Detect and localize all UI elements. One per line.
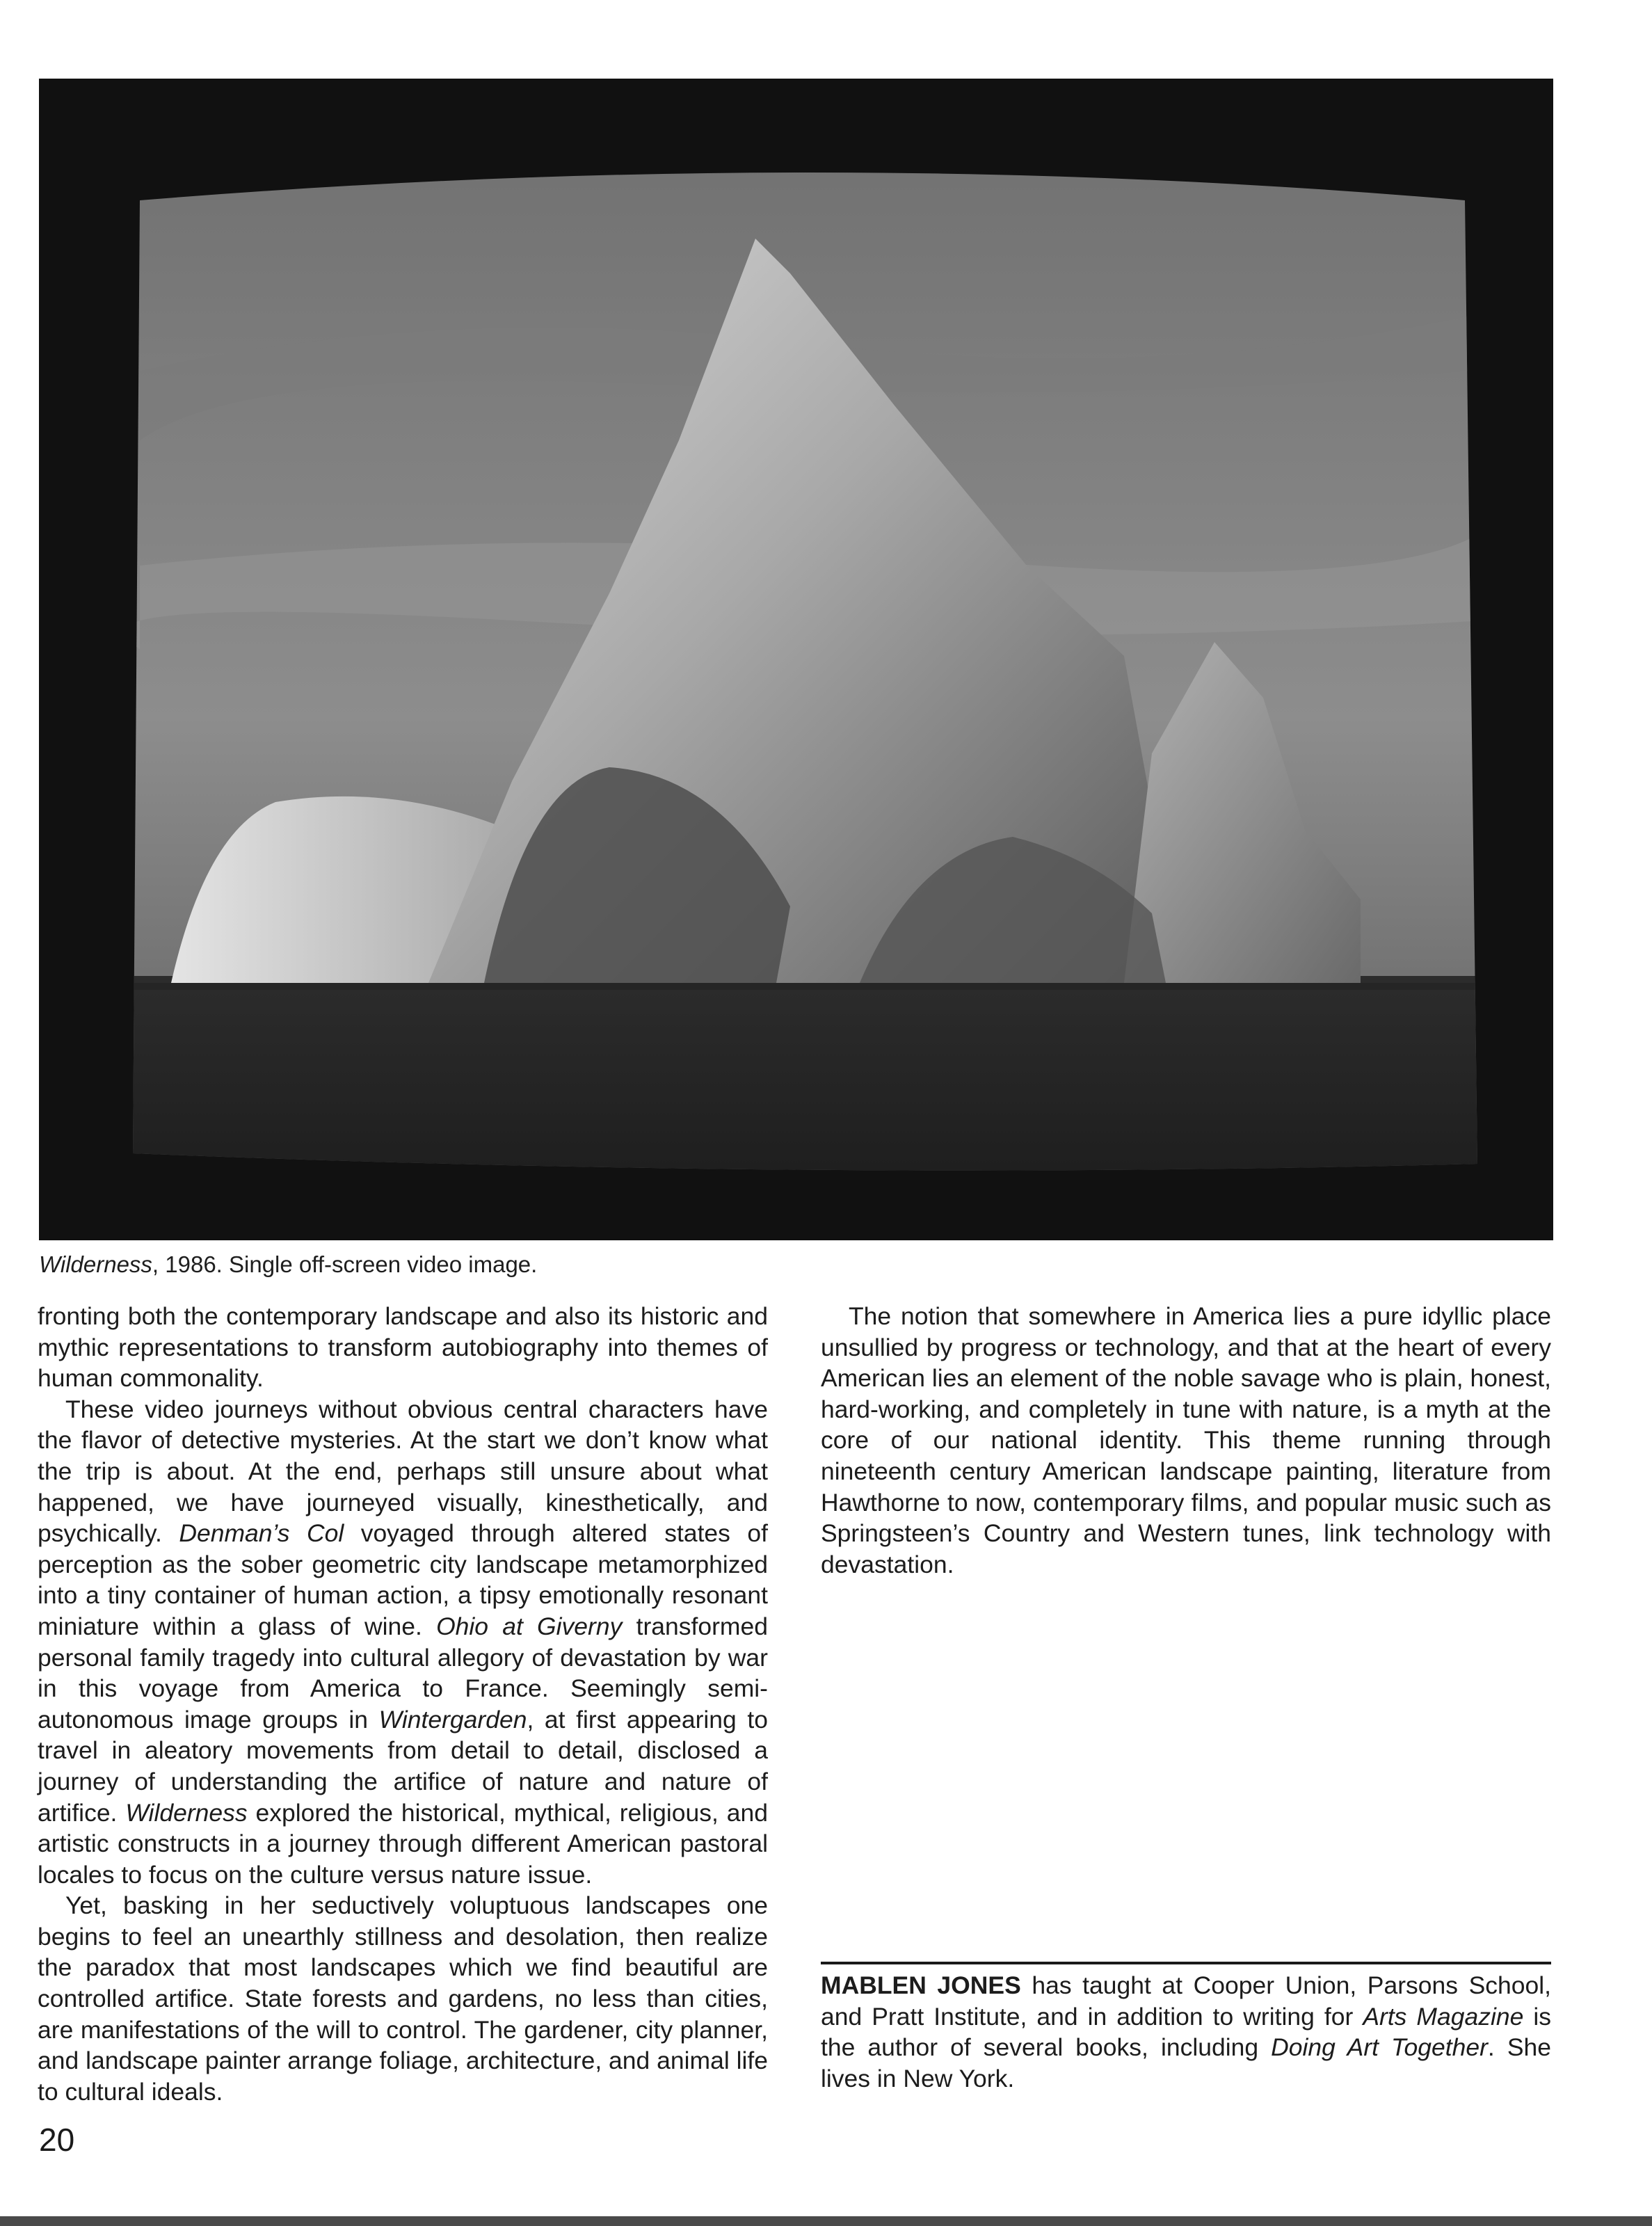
left-paragraph-3: Yet, basking in her seductively voluptuous landscapes one begins to feel an unearthly stillness and desolation, then realize the paradox that most landscapes which we find beautiful are controlled artifice. State forests and gardens, no less than cities, are manifestations of the will to control. The gardener, city planner, and landscape painter arrange foliage, architecture, and animal life to cultural ideals.	[38, 1891, 768, 2106]
book-title-doing-art-together: Doing Art Together	[1271, 2033, 1488, 2062]
left-p2-text-b: voyaged through altered states of perception as the sober geometric city landscape metamorphized into a tiny container of human action, a tipsy emotionally resonant miniature within a glass of wine.	[38, 1519, 768, 1640]
publication-arts-magazine: Arts Magazine	[1363, 2002, 1524, 2031]
left-p2-text-d: , at first appearing to travel in aleatory movements from detail to detail, disclosed a journey of understanding the artifice of nature and nature of artifice.	[38, 1705, 768, 1827]
bio-text-a: has taught at Cooper Union, Parsons School, and Pratt Institute, and in addition to writing for	[821, 1971, 1551, 2031]
author-name: MABLEN JONES	[821, 1971, 1021, 1999]
left-column	[38, 1301, 768, 2107]
left-paragraph-1: fronting both the contemporary landscape and also its historic and mythic representations to transform autobiography into themes of human commonality.	[38, 1302, 768, 1393]
right-column	[821, 1301, 1551, 1580]
author-bio	[821, 1970, 1551, 2094]
bio-divider	[821, 1962, 1551, 1964]
caption-title: Wilderness	[39, 1251, 152, 1277]
left-paragraph-2	[38, 1394, 768, 1891]
bio-text-c: . She lives in New York.	[821, 2033, 1551, 2092]
page-bottom-edge	[0, 2216, 1652, 2226]
work-title-denmans-col: Denman’s Col	[179, 1519, 344, 1548]
left-p2-text-a: These video journeys without obvious central characters have the flavor of detective mysteries. At the start we don’t know what the trip is about. At the end, perhaps still unsure about what happened, we have journeyed visually, kinesthetically, and psychically.	[38, 1395, 768, 1548]
work-title-ohio-at-giverny: Ohio at Giverny	[436, 1612, 623, 1640]
work-title-wilderness: Wilderness	[125, 1798, 248, 1827]
iceberg-video-still	[39, 79, 1553, 1240]
image-caption	[39, 1251, 537, 1279]
page-number: 20	[39, 2122, 75, 2158]
bio-text-b: is the author of several books, including	[821, 2002, 1552, 2062]
work-title-wintergarden: Wintergarden	[378, 1705, 527, 1733]
left-p2-text-e: explored the historical, mythical, religious, and artistic constructs in a journey through different American pastoral locales to focus on the culture versus nature issue.	[38, 1798, 768, 1889]
iceberg-photo	[39, 79, 1553, 1240]
left-p2-text-c: transformed personal family tragedy into cultural allegory of devastation by war in this voyage from America to France. Seemingly semi-autonomous image groups in	[38, 1612, 768, 1733]
caption-text: , 1986. Single off-screen video image.	[152, 1251, 538, 1277]
right-paragraph-1: The notion that somewhere in America lies a pure idyllic place unsullied by progress or technology, and that at the heart of every American lies an element of the noble savage who is plain, honest, hard-working, and completely in tune with nature, is a myth at the core of our national identity. This theme running through nineteenth century American landscape painting, literature from Hawthorne to now, contemporary films, and popular music such as Springsteen’s Country and Western tunes, link technology with devastation.	[821, 1302, 1551, 1578]
